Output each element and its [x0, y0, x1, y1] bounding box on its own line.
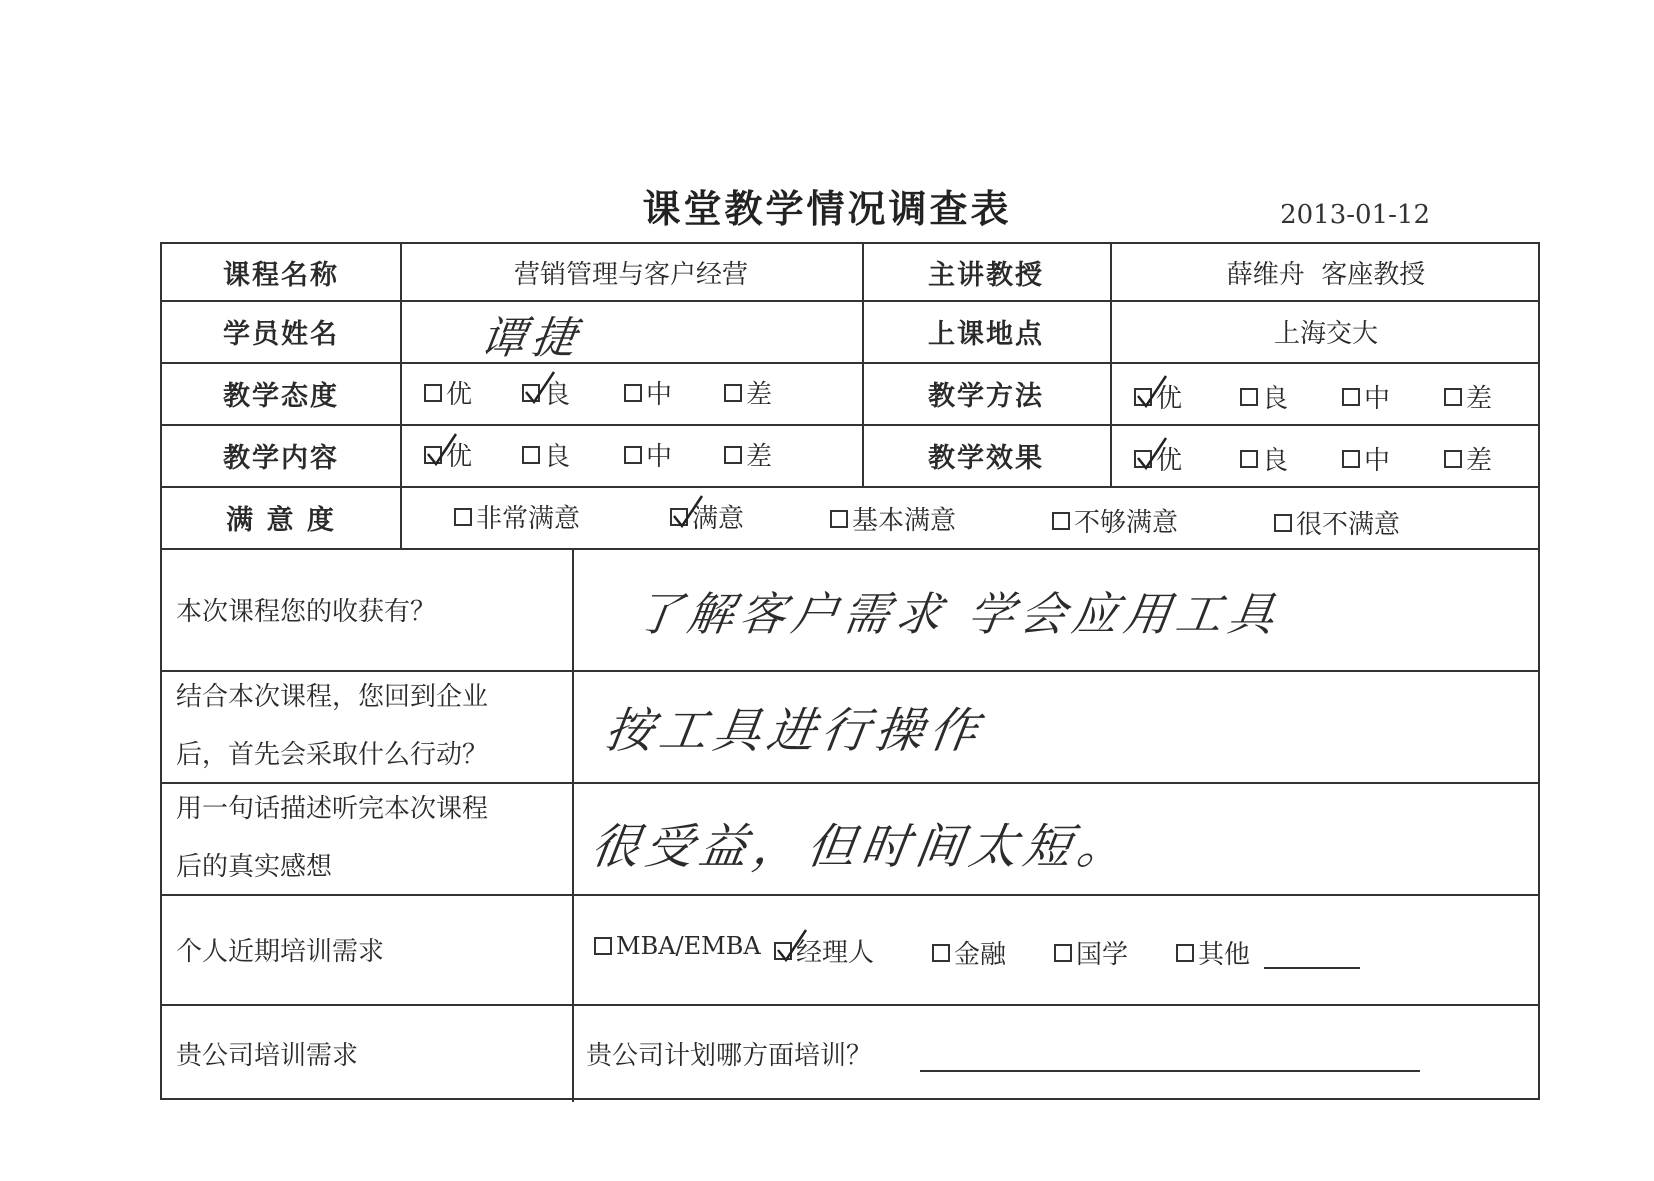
- course-name-value: 营销管理与客户经营: [513, 259, 748, 290]
- q3-answer[interactable]: 很受益，但时间太短。: [587, 819, 1136, 875]
- checkbox-icon: [1052, 512, 1070, 530]
- q3-question-line1: 用一句话描述听完本次课程: [176, 794, 489, 824]
- q1-answer[interactable]: 了解客户需求 学会应用工具: [631, 587, 1284, 641]
- method-option-good[interactable]: 良: [1240, 378, 1288, 415]
- checkbox-icon: [1342, 450, 1360, 468]
- satisfaction-option-very-satisfied[interactable]: 非常满意: [454, 498, 580, 535]
- method-label: 教学方法: [928, 380, 1044, 412]
- attitude-option-excellent[interactable]: 优: [424, 374, 472, 411]
- checkbox-icon: [1240, 388, 1258, 406]
- attitude-option-poor[interactable]: 差: [724, 374, 772, 411]
- q2-question: [162, 670, 572, 782]
- checked-checkbox-icon: [1134, 450, 1152, 468]
- effect-option-medium[interactable]: 中: [1342, 440, 1390, 477]
- checkbox-icon: [724, 384, 742, 402]
- location-value: 上海交大: [1273, 318, 1378, 349]
- checkbox-icon: [624, 446, 642, 464]
- checkbox-icon: [724, 446, 742, 464]
- checkbox-icon: [1444, 450, 1462, 468]
- satisfaction-option-very-unsatisfied[interactable]: 很不满意: [1274, 504, 1400, 541]
- effect-option-good[interactable]: 良: [1240, 440, 1288, 477]
- training-option-sinology[interactable]: 国学: [1054, 934, 1128, 971]
- checkbox-icon: [1342, 388, 1360, 406]
- page-title: 课堂教学情况调查表: [642, 187, 1012, 231]
- course-name-label: 课程名称: [223, 259, 339, 291]
- professor-value: 薛维舟 客座教授: [1226, 259, 1426, 290]
- training-option-mba[interactable]: MBA/EMBA: [594, 932, 761, 960]
- student-name-label: 学员姓名: [223, 318, 339, 350]
- effect-option-excellent[interactable]: 优: [1134, 440, 1182, 477]
- checkbox-icon: [1274, 514, 1292, 532]
- content-option-good[interactable]: 良: [522, 436, 570, 473]
- method-option-excellent[interactable]: 优: [1134, 378, 1182, 415]
- content-label: 教学内容: [223, 442, 339, 474]
- survey-date: 2013-01-12: [1280, 200, 1430, 230]
- content-option-poor[interactable]: 差: [724, 436, 772, 473]
- professor-label: 主讲教授: [928, 259, 1044, 291]
- q2-answer[interactable]: 按工具进行操作: [601, 703, 988, 759]
- checked-checkbox-icon: [774, 942, 792, 960]
- method-option-poor[interactable]: 差: [1444, 378, 1492, 415]
- training-label: 个人近期培训需求: [176, 936, 385, 967]
- q3-question-line2: 后的真实感想: [176, 852, 333, 882]
- location-label: 上课地点: [928, 318, 1044, 350]
- satisfaction-label: 满 意 度: [226, 504, 336, 536]
- checkbox-icon: [1240, 450, 1258, 468]
- checkbox-icon: [1054, 944, 1072, 962]
- student-name-value[interactable]: 谭捷: [477, 313, 585, 364]
- method-option-medium[interactable]: 中: [1342, 378, 1390, 415]
- other-blank-line[interactable]: [1264, 967, 1360, 969]
- company-answer-line[interactable]: [920, 1070, 1420, 1072]
- satisfaction-option-not-enough[interactable]: 不够满意: [1052, 502, 1178, 539]
- checkbox-icon: [1444, 388, 1462, 406]
- checkbox-icon: [522, 446, 540, 464]
- content-option-excellent[interactable]: 优: [424, 436, 472, 473]
- checkbox-icon: [594, 937, 612, 955]
- checkbox-icon: [932, 944, 950, 962]
- checkbox-icon: [1176, 944, 1194, 962]
- survey-form: [160, 242, 1540, 1100]
- checkbox-icon: [424, 384, 442, 402]
- training-option-other[interactable]: 其他: [1176, 934, 1250, 971]
- checked-checkbox-icon: [424, 446, 442, 464]
- effect-label: 教学效果: [928, 442, 1044, 474]
- training-option-finance[interactable]: 金融: [932, 934, 1006, 971]
- checked-checkbox-icon: [1134, 388, 1152, 406]
- content-option-medium[interactable]: 中: [624, 436, 672, 473]
- q2-question-line1: 结合本次课程，您回到企业: [176, 682, 489, 712]
- attitude-label: 教学态度: [223, 380, 339, 412]
- q1-question: 本次课程您的收获有？: [176, 596, 437, 627]
- company-label: 贵公司培训需求: [176, 1040, 359, 1071]
- company-question: 贵公司计划哪方面培训？: [586, 1040, 873, 1071]
- q3-question: [162, 782, 572, 894]
- checked-checkbox-icon: [670, 508, 688, 526]
- satisfaction-option-satisfied[interactable]: 满意: [670, 498, 744, 535]
- checkbox-icon: [830, 510, 848, 528]
- attitude-option-good[interactable]: 良: [522, 374, 570, 411]
- training-option-manager[interactable]: 经理人: [774, 932, 874, 969]
- satisfaction-option-basic[interactable]: 基本满意: [830, 500, 956, 537]
- q2-question-line2: 后，首先会采取什么行动？: [176, 740, 489, 770]
- checkbox-icon: [624, 384, 642, 402]
- attitude-option-medium[interactable]: 中: [624, 374, 672, 411]
- effect-option-poor[interactable]: 差: [1444, 440, 1492, 477]
- checked-checkbox-icon: [522, 384, 540, 402]
- checkbox-icon: [454, 508, 472, 526]
